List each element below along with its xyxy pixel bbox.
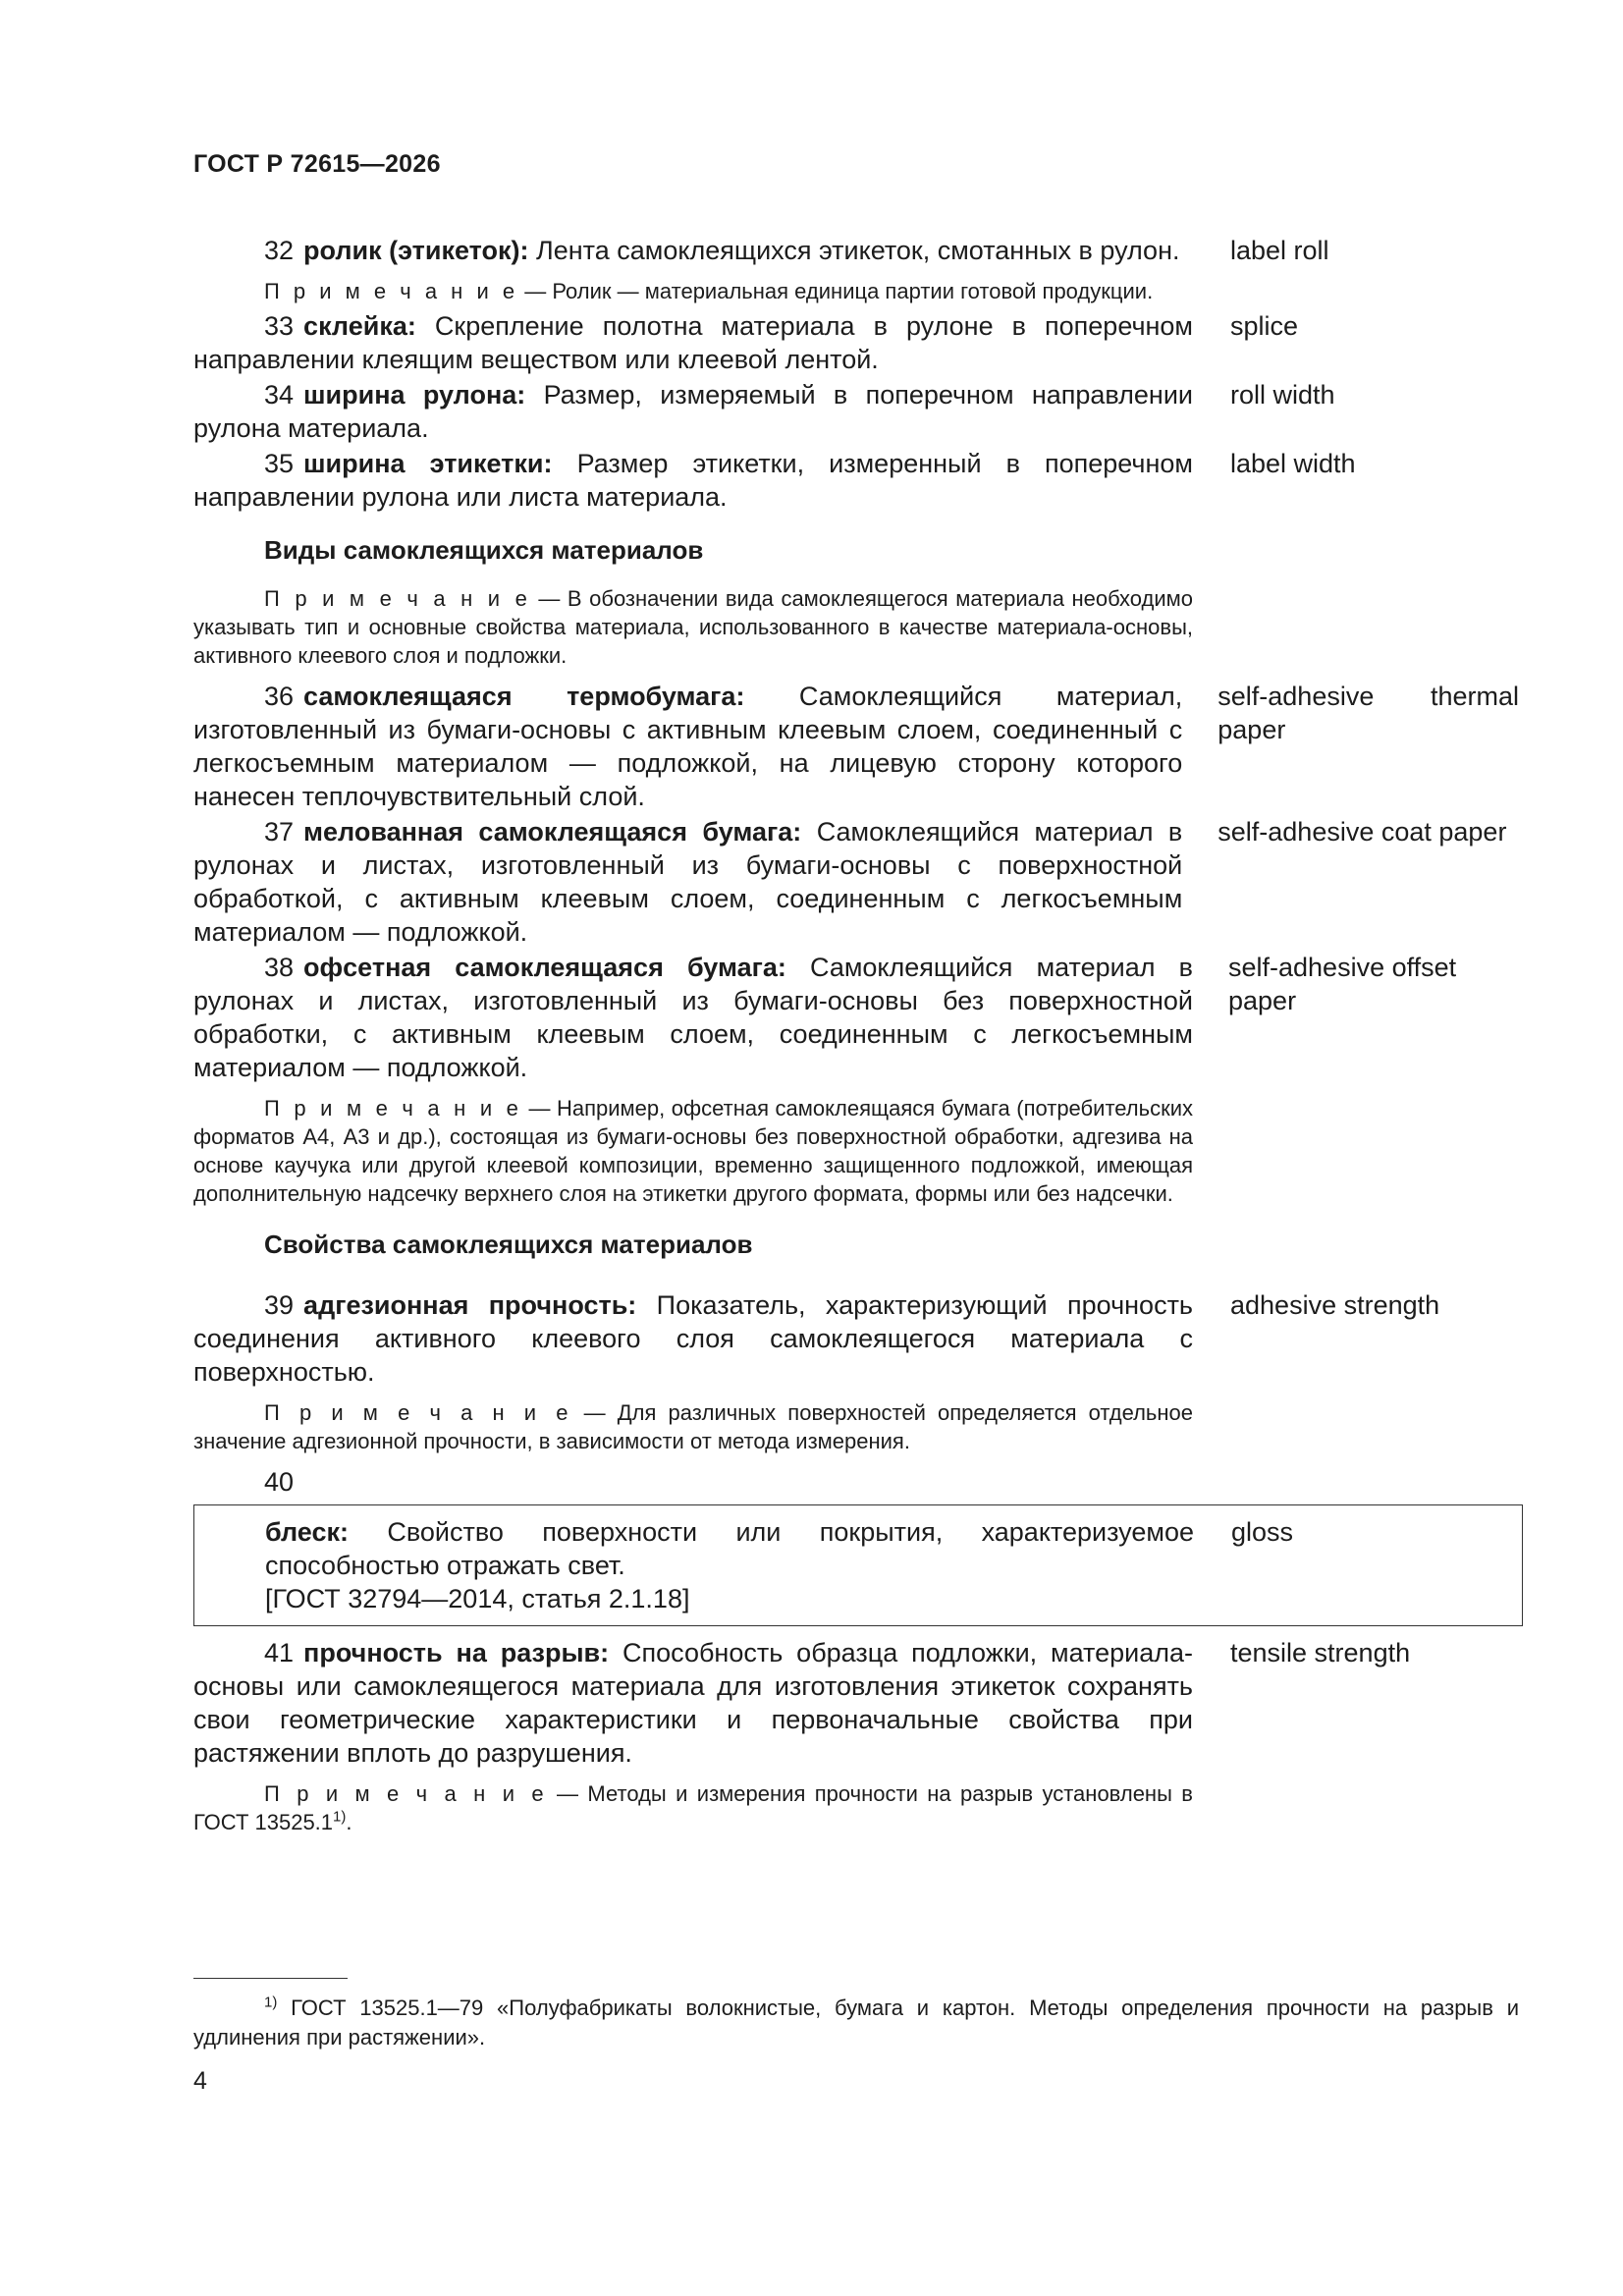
- page-header: ГОСТ Р 72615—2026: [193, 150, 441, 178]
- term-entry-32: [193, 234, 1519, 267]
- footnote-ref[interactable]: 1): [333, 1808, 347, 1826]
- term-definition: [193, 1288, 1193, 1389]
- term-english-part: thermal: [1430, 682, 1519, 711]
- term-text: Самоклеящийся материал в рулонах и листах, изготовленный из бумаги-основы без поверхностной обработки, с активным клеевым слоем, соединенным с легкосъемным материалом — подложкой.: [193, 953, 1194, 1082]
- term-entry-33: [193, 309, 1519, 376]
- note-label: П р и м е ч а н и е: [264, 1400, 572, 1425]
- note-38: [193, 1094, 1193, 1208]
- term-number: 35: [264, 449, 295, 478]
- term-entry-39: [193, 1288, 1519, 1389]
- note-39: [193, 1398, 1193, 1455]
- term-text: Свойство поверхности или покрытия, характеризуемое способностью отражать свет.: [265, 1517, 1194, 1580]
- term-name: ширина этикетки:: [303, 449, 553, 478]
- term-entry-35: [193, 447, 1519, 514]
- term-entry-40-box: [193, 1504, 1523, 1626]
- term-english: tensile strength: [1230, 1638, 1411, 1667]
- footnote: [193, 1994, 1519, 2052]
- term-entry-37: [193, 815, 1519, 949]
- term-entry-41: [193, 1636, 1519, 1770]
- footnote-text: ГОСТ 13525.1—79 «Полуфабрикаты волокнистые, бумага и картон. Методы определения прочности на разрыв и удлинения при растяжении».: [193, 1995, 1519, 2050]
- term-reference: [ГОСТ 32794—2014, статья 2.1.18]: [265, 1584, 690, 1613]
- term-english: self-adhesive coat paper: [1217, 817, 1507, 847]
- term-english: splice: [1230, 311, 1299, 341]
- section-heading-properties: Свойства самоклеящихся материалов: [264, 1230, 753, 1259]
- note-text-end: .: [346, 1810, 352, 1834]
- term-entry-36: [193, 680, 1519, 813]
- term-name: самоклеящаяся термобумага:: [303, 682, 745, 711]
- term-number: 36: [264, 682, 295, 711]
- note-label: П р и м е ч а н и е: [264, 1781, 548, 1806]
- term-text: Способность образца подложки, материала-основы или самоклеящегося материала для изготовления этикеток сохранять свои геометрические характеристики и первоначальные свойства при растяжении вплоть до разрушения.: [193, 1638, 1193, 1768]
- term-name: блеск:: [265, 1517, 349, 1547]
- term-definition: [193, 234, 1193, 267]
- page-number: 4: [193, 2067, 207, 2095]
- footnote-mark: 1): [264, 1994, 278, 2011]
- note-text: — Методы и измерения прочности на разрыв установлены в ГОСТ 13525.1: [193, 1781, 1193, 1834]
- note-text: — Для различных поверхностей определяется отдельное значение адгезионной прочности, в зависимости от метода измерения.: [193, 1400, 1193, 1453]
- term-english: adhesive strength: [1230, 1290, 1440, 1320]
- note-types: [193, 584, 1193, 670]
- term-number: 41: [264, 1638, 295, 1667]
- term-name: прочность на разрыв:: [303, 1638, 610, 1667]
- note-label: П р и м е ч а н и е: [264, 586, 531, 611]
- term-english: label width: [1230, 449, 1356, 478]
- term-number: 34: [264, 380, 295, 410]
- term-english: gloss: [1231, 1517, 1294, 1547]
- term-number: 33: [264, 311, 295, 341]
- note-text: — Ролик — материальная единица партии готовой продукции.: [518, 279, 1154, 303]
- footnote-divider: [193, 1978, 348, 1979]
- term-entry-38: [193, 951, 1519, 1084]
- term-definition: [193, 1636, 1193, 1770]
- term-english-part: paper: [1217, 715, 1286, 744]
- note-label: П р и м е ч а н и е: [264, 1096, 522, 1121]
- term-english: roll width: [1230, 380, 1335, 410]
- term-name: ролик (этикеток):: [303, 236, 529, 265]
- term-text: Размер, измеряемый в поперечном направлении рулона материала.: [193, 380, 1193, 443]
- note-label: П р и м е ч а н и е: [264, 279, 519, 303]
- term-number-40: 40: [264, 1467, 295, 1497]
- term-text: Самоклеящийся материал, изготовленный из бумаги-основы с активным клеевым слоем, соединенный с легкосъемным материалом — подложкой, на лицевую сторону которого нанесен теплочувствительный слой.: [193, 682, 1183, 811]
- term-english: label roll: [1230, 236, 1329, 265]
- note-41: [193, 1779, 1193, 1836]
- term-definition: [193, 815, 1182, 949]
- term-english-part: self-adhesive: [1217, 682, 1375, 711]
- term-text: Скрепление полотна материала в рулоне в поперечном направлении клеящим веществом или клеевой лентой.: [193, 311, 1193, 374]
- term-definition: [193, 378, 1193, 445]
- term-name: офсетная самоклеящаяся бумага:: [303, 953, 786, 982]
- term-definition: [193, 680, 1182, 813]
- term-name: адгезионная прочность:: [303, 1290, 637, 1320]
- term-name: ширина рулона:: [303, 380, 526, 410]
- term-number: 38: [264, 953, 295, 982]
- term-definition: [193, 447, 1193, 514]
- term-number: 32: [264, 236, 295, 265]
- term-text: Показатель, характеризующий прочность соединения активного клеевого слоя самоклеящегося материала с поверхностью.: [193, 1290, 1193, 1387]
- term-entry-34: [193, 378, 1519, 445]
- term-definition: [194, 1515, 1194, 1615]
- note-text: — Например, офсетная самоклеящаяся бумага (потребительских форматов А4, А3 и др.), состоящая из бумаги-основы без поверхностной обработки, адгезива на основе каучука или другой клеевой композиции, временно защищенного подложкой, имеющая дополнительную надсечку верхнего слоя на этикетки другого формата, формы или без надсечки.: [193, 1096, 1193, 1206]
- term-text: Размер этикетки, измеренный в поперечном направлении рулона или листа материала.: [193, 449, 1193, 512]
- note-text: — В обозначении вида самоклеящегося материала необходимо указывать тип и основные свойства материала, использованного в качестве материала-основы, активного клеевого слоя и подложки.: [193, 586, 1193, 668]
- note-32: [193, 277, 1193, 305]
- content: [193, 234, 1519, 1836]
- term-number: 37: [264, 817, 295, 847]
- term-text: Самоклеящийся материал в рулонах и листах, изготовленный из бумаги-основы с поверхностной обработкой, с активным клеевым слоем, соединенным с легкосъемным материалом — подложкой.: [193, 817, 1183, 947]
- term-english: [1217, 680, 1519, 746]
- term-definition: [193, 951, 1193, 1084]
- term-number: 39: [264, 1290, 295, 1320]
- term-text: Лента самоклеящихся этикеток, смотанных в рулон.: [528, 236, 1180, 265]
- term-name: мелованная самоклеящаяся бумага:: [303, 817, 802, 847]
- term-definition: [193, 309, 1193, 376]
- section-heading-types: Виды самоклеящихся материалов: [264, 535, 704, 565]
- term-english: self-adhesive offset paper: [1228, 953, 1457, 1015]
- term-name: склейка:: [303, 311, 416, 341]
